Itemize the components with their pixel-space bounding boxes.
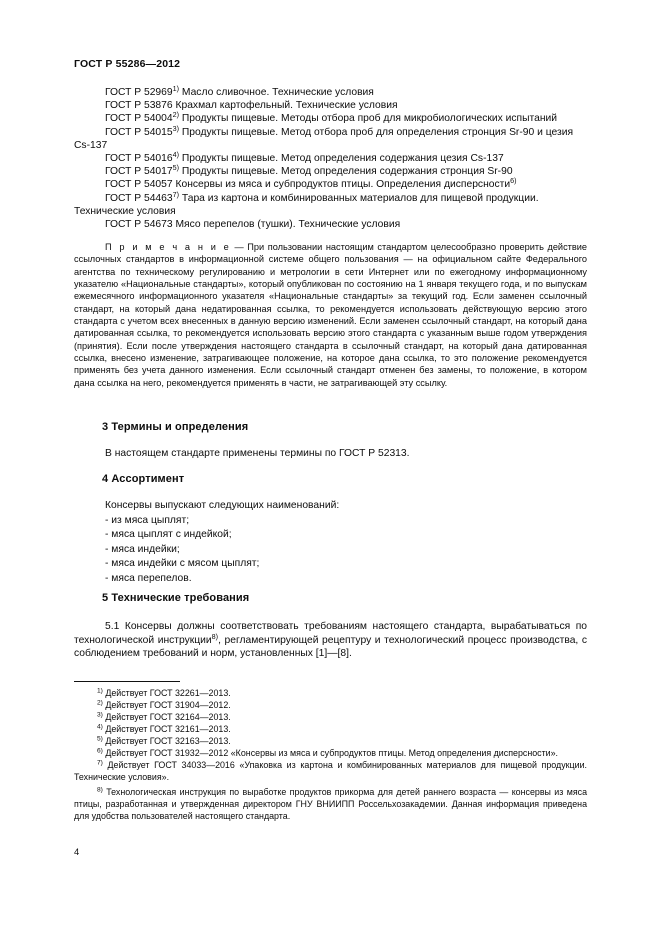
reference-item <box>74 152 587 165</box>
footnote-number: 8) <box>97 786 103 794</box>
footnote-marker: 6) <box>510 176 517 186</box>
reference-text-main: ГОСТ Р 54016 <box>105 153 173 165</box>
page-number: 4 <box>74 846 80 857</box>
clause-text-main: 5.1 Консервы должны соответствовать требованиям настоящего стандарта, вырабатываться по технологической инструкции <box>74 621 587 646</box>
note-label: П р и м е ч а н и е <box>105 242 231 252</box>
reference-item <box>74 189 587 218</box>
reference-text-main: ГОСТ Р 54463 <box>105 192 173 204</box>
note-text <box>74 241 587 389</box>
reference-text-tail: Продукты пищевые. Метод определения содержания стронция Sr-90 <box>179 166 513 178</box>
reference-item <box>74 178 587 191</box>
assortment-item: - мяса перепелов. <box>105 572 192 584</box>
footnote-item <box>74 759 587 783</box>
reference-item <box>74 123 587 152</box>
reference-item <box>74 99 587 112</box>
footnote-item <box>74 723 587 735</box>
reference-text-main: ГОСТ Р 54017 <box>105 166 173 178</box>
footnote-item <box>74 699 587 711</box>
assortment-list <box>74 499 587 587</box>
reference-text-main: ГОСТ Р 54004 <box>105 113 173 125</box>
footnote-marker: 5) <box>172 163 180 173</box>
footnote-list <box>74 687 587 822</box>
reference-text-main: ГОСТ Р 54057 Консервы из мяса и субпродуктов птицы. Определения дисперсности <box>105 179 511 191</box>
assortment-item: - из мяса цыплят; <box>105 514 190 526</box>
reference-item <box>74 86 587 99</box>
reference-text-main: ГОСТ Р 54673 Мясо перепелов (тушки). Технические условия <box>105 219 401 231</box>
footnote-marker: 4) <box>172 150 180 160</box>
footnote-text: Действует ГОСТ 34033—2016 «Упаковка из картона и комбинированных материалов для пищевой продукции. Технические условия». <box>74 760 587 782</box>
footnote-number: 5) <box>97 735 103 743</box>
footnote-text: Действует ГОСТ 32161—2013. <box>102 724 231 734</box>
footnote-number: 2) <box>97 699 103 707</box>
reference-text-main: ГОСТ Р 54015 <box>105 126 173 138</box>
reference-text-tail: Тара из картона и комбинированных материалов для пищевой продукции. Технические условия <box>74 192 539 217</box>
reference-text-tail: Продукты пищевые. Метод определения содержания цезия Cs-137 <box>179 153 504 165</box>
section-heading-4: 4 Ассортимент <box>102 473 185 485</box>
reference-text-tail: Продукты пищевые. Методы отбора проб для микробиологических испытаний <box>179 113 558 125</box>
footnote-text: Действует ГОСТ 31904—2012. <box>102 700 231 710</box>
note-paragraph <box>74 241 587 389</box>
reference-text-tail: Продукты пищевые. Метод отбора проб для определения стронция Sr-90 и цезия Cs-137 <box>74 126 574 151</box>
footnote-number: 6) <box>97 747 103 755</box>
footnote-item <box>74 711 587 723</box>
footnote-text: Действует ГОСТ 31932—2012 «Консервы из мяса и субпродуктов птицы. Метод определения дисперсности». <box>102 748 559 758</box>
note-body: — При пользовании настоящим стандартом целесообразно проверить действие ссылочных стандартов в информационной системе общего пользования — на официальном сайте Федерального агентства по техническому регулированию и метрологии в сети Интернет или по ежегодному информационному указателю «Национальные стандарты», который опубликован по состоянию на 1 января текущего года, и по выпускам ежемесячного информационного указателя «Национальные стандарты» за текущий год. Если заменен ссылочный стандарт, на который дана недатированная ссылка, то рекомендуется использовать действующую версию этого стандарта с учетом всех внесенных в данную версию изменений. Если заменен ссылочный стандарт, на который дана датированная ссылка, то рекомендуется использовать версию этого стандарта с указанным выше годом утверждения (принятия). Если после утверждения настоящего стандарта в ссылочный стандарт, на который дана датированная ссылка, внесено изменение, затрагивающее положение, на которое дана ссылка, то это положение рекомендуется применять без учета данного изменения. Если ссылочный стандарт отменен без замены, то положение, в котором дана ссылка на него, рекомендуется применять в части, не затрагивающей эту ссылку. <box>74 242 587 388</box>
footnote-number: 3) <box>97 711 103 719</box>
footnote-separator-rule <box>74 681 180 682</box>
reference-item <box>74 218 587 231</box>
footnote-marker: 7) <box>172 189 180 199</box>
footnote-number: 1) <box>97 687 103 695</box>
footnote-marker: 2) <box>172 110 180 120</box>
reference-item <box>74 112 587 125</box>
assortment-item: - мяса индейки с мясом цыплят; <box>105 558 260 570</box>
footnote-text: Действует ГОСТ 32163—2013. <box>102 736 231 746</box>
running-header: ГОСТ Р 55286—2012 <box>74 58 181 70</box>
reference-text-tail: Масло сливочное. Технические условия <box>179 87 374 98</box>
section-3-paragraph: В настоящем стандарте применены термины по ГОСТ Р 52313. <box>105 448 410 459</box>
footnote-number: 7) <box>97 759 103 767</box>
section-heading-3: 3 Термины и определения <box>102 421 249 433</box>
footnote-item <box>74 747 587 759</box>
clause-text-tail: , регламентирующей рецептуру и технологический процесс производства, с соблюдением требований и норм, установленных [1]—[8]. <box>74 634 587 660</box>
footnote-text: Технологическая инструкция по выработке продуктов прикорма для детей раннего возраста — консервы из мяса птицы, разработанная и утвержденная директором ГНУ ВНИИПП Россельхозакадемии. Данная информация приведена для удобства пользователей настоящего стандарта. <box>74 786 587 821</box>
footnote-marker: 8) <box>211 631 219 641</box>
footnote-text: Действует ГОСТ 32164—2013. <box>102 712 231 722</box>
footnote-item <box>74 687 587 699</box>
assortment-lead: Консервы выпускают следующих наименований: <box>105 500 340 511</box>
footnote-marker: 1) <box>172 84 180 93</box>
section-heading-5: 5 Технические требования <box>102 592 250 604</box>
footnote-text: Действует ГОСТ 32261—2013. <box>102 688 231 698</box>
assortment-item: - мяса индейки; <box>105 543 180 555</box>
reference-text-main: ГОСТ Р 52969 <box>105 87 173 98</box>
footnote-item <box>74 786 587 822</box>
clause-5-1 <box>74 620 587 661</box>
assortment-item: - мяса цыплят с индейкой; <box>105 529 232 541</box>
reference-text-main: ГОСТ Р 53876 Крахмал картофельный. Технические условия <box>105 100 398 112</box>
footnote-marker: 3) <box>172 123 180 133</box>
normative-references-list <box>74 86 587 231</box>
footnote-item <box>74 735 587 747</box>
footnote-number: 4) <box>97 723 103 731</box>
